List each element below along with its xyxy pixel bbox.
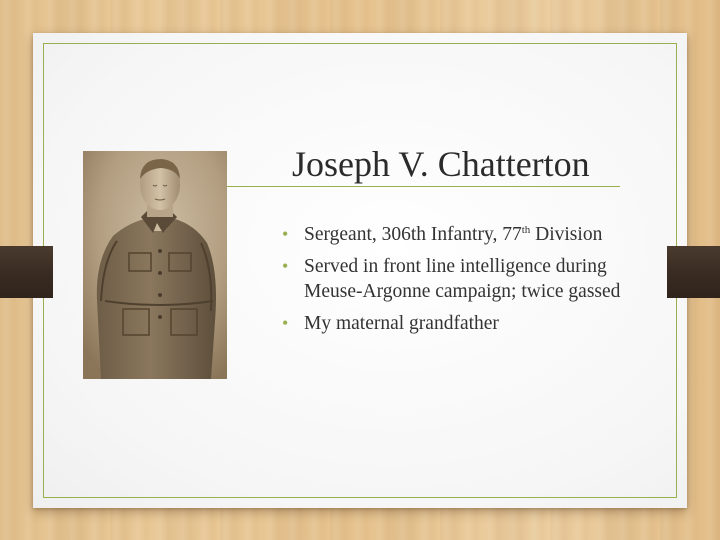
slide-title: Joseph V. Chatterton xyxy=(292,144,590,184)
left-binder-tab xyxy=(0,246,53,298)
bullet-text-rank-continued: Division xyxy=(530,224,603,245)
bullet-list xyxy=(282,222,622,343)
bullet-dot-icon: • xyxy=(282,256,289,276)
portrait-photo xyxy=(83,151,227,379)
bullet-superscript: th xyxy=(521,224,531,236)
bullet-item-service xyxy=(282,254,622,304)
bullet-text-rank: Sergeant, 306th Infantry, 77 xyxy=(304,224,522,245)
bullet-dot-icon: • xyxy=(282,224,289,244)
bullet-item-rank xyxy=(282,222,622,247)
portrait-photo-image xyxy=(83,151,227,379)
bullet-text-service: Served in front line intelligence during Meuse-Argonne campaign; twice gassed xyxy=(304,256,621,302)
right-binder-tab xyxy=(667,246,720,298)
title-underline xyxy=(227,186,620,187)
bullet-item-relation xyxy=(282,311,622,336)
slide xyxy=(33,33,687,508)
bullet-text-relation: My maternal grandfather xyxy=(304,313,499,334)
bullet-dot-icon: • xyxy=(282,313,289,333)
